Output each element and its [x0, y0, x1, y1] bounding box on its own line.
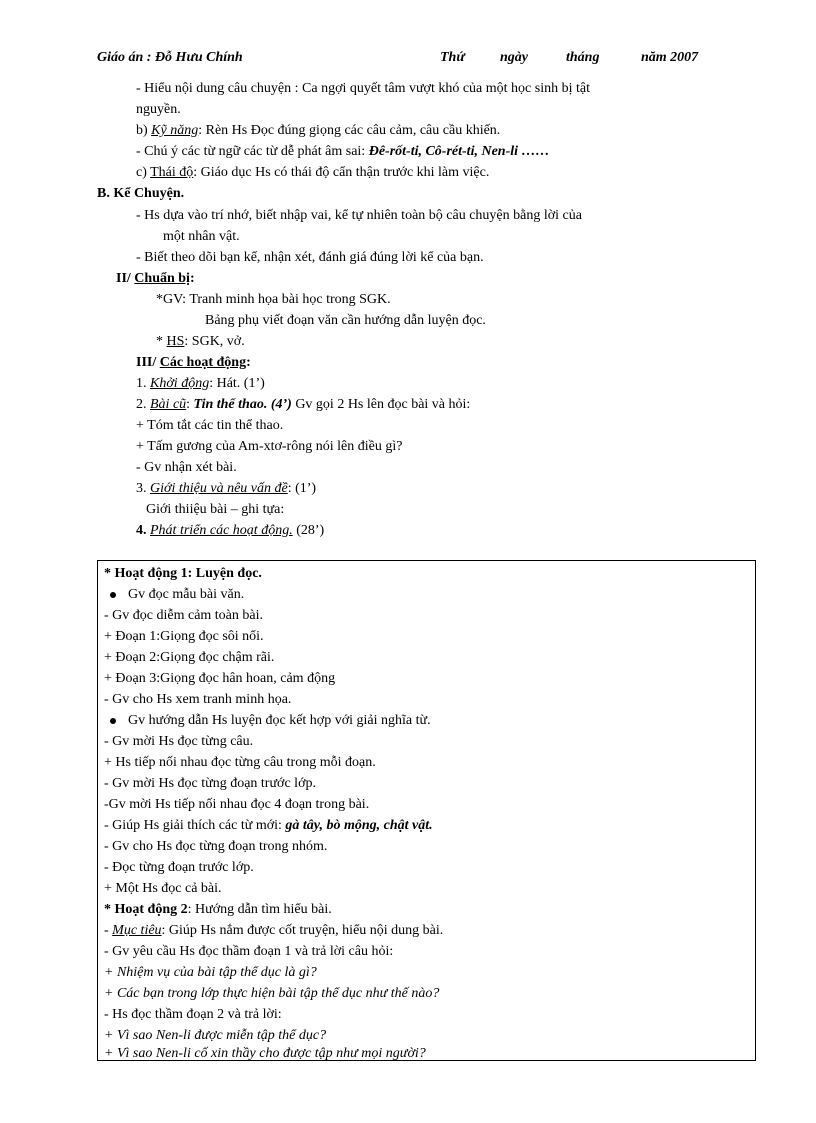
- review-question-2: + Tấm gương của Am-xtơ-rông nói lên điều gì?: [136, 439, 403, 454]
- attitude-label: Thái độ: [150, 165, 194, 180]
- storytelling-goal-cont: một nhân vật.: [163, 229, 240, 244]
- student-text: : SGK, vở.: [184, 334, 245, 349]
- bullet-icon: [110, 718, 116, 724]
- box-row-19: + Các bạn trong lớp thực hiện bài tập thể dục như thế nào?: [104, 986, 440, 1001]
- teacher-materials-cont: Bảng phụ viết đoạn văn cần hướng dẫn luyện đọc.: [205, 313, 486, 328]
- review-label: Bài cũ: [150, 397, 187, 412]
- attitude-line: [136, 164, 489, 182]
- bullet-icon: [110, 592, 116, 598]
- objective-content-cont: nguyền.: [136, 102, 181, 117]
- student-star: *: [156, 334, 167, 349]
- new-words: gà tây, bò mộng, chật vật.: [285, 818, 433, 833]
- box-row-12-text: - Giúp Hs giải thích các từ mới:: [104, 818, 286, 833]
- box-row-8: - Gv mời Hs đọc từng câu.: [104, 734, 254, 749]
- pronunciation-words: Đê-rốt-ti, Cô-rét-ti, Nen-li ……: [368, 144, 550, 159]
- activities-box: [97, 560, 756, 1061]
- box-row-6: - Gv cho Hs xem tranh minh họa.: [104, 692, 292, 707]
- goal-text: : Giúp Hs nắm được cốt truyện, hiểu nội dung bài.: [161, 923, 444, 938]
- storytelling-goal: - Hs dựa vào trí nhớ, biết nhập vai, kể tự nhiên toàn bộ câu chuyện bằng lời của: [136, 208, 582, 223]
- box-row-5: + Đoạn 3:Giọng đọc hân hoan, cảm động: [104, 671, 336, 686]
- box-row-20: - Hs đọc thầm đoạn 2 và trả lời:: [104, 1007, 282, 1022]
- header-thang: tháng: [566, 50, 600, 65]
- header-nam: năm 2007: [641, 50, 699, 65]
- skill-text: : Rèn Hs Đọc đúng giọng các câu cảm, câu cầu khiến.: [198, 123, 501, 138]
- warmup-text: : Hát. (1’): [209, 376, 265, 391]
- student-materials: [156, 333, 245, 351]
- box-row-16: [104, 922, 443, 940]
- review-feedback: - Gv nhận xét bài.: [136, 460, 237, 475]
- pronunciation-line: [136, 143, 550, 161]
- section-b-title: B. Kể Chuyện.: [97, 186, 185, 201]
- box-row-4: + Đoạn 2:Giọng đọc chậm rãi.: [104, 650, 275, 665]
- activity-warmup: [136, 375, 265, 393]
- section-2-num: II/: [116, 271, 135, 286]
- intro-num: 3.: [136, 481, 150, 496]
- develop-label: Phát triển các hoạt động.: [150, 523, 293, 538]
- activity-1-title: * Hoạt động 1: Luyện đọc.: [104, 566, 262, 581]
- listening-goal: - Biết theo dõi bạn kể, nhận xét, đánh giá đúng lời kể của bạn.: [136, 250, 484, 265]
- attitude-prefix: c): [136, 165, 151, 180]
- review-num: 2.: [136, 397, 150, 412]
- section-3-num: III/: [136, 355, 160, 370]
- intro-text: : (1’): [287, 481, 317, 496]
- section-2-title: [116, 270, 195, 288]
- section-2-label: Chuẩn bị: [134, 271, 190, 286]
- warmup-num: 1.: [136, 376, 150, 391]
- activity-2-title: [104, 901, 332, 919]
- box-row-21: + Vì sao Nen-li được miễn tập thể dục?: [104, 1028, 327, 1043]
- objective-content: - Hiểu nội dung câu chuyện : Ca ngợi quyết tâm vượt khó của một học sinh bị tật: [136, 81, 590, 96]
- box-row-14: - Đọc từng đoạn trước lớp.: [104, 860, 254, 875]
- pronunciation-text: - Chú ý các từ ngữ các từ dễ phát âm sai:: [136, 144, 369, 159]
- box-row-2: - Gv đọc diễm cảm toàn bài.: [104, 608, 264, 623]
- box-row-22: + Vì sao Nen-li cố xin thầy cho được tập như mọi người?: [104, 1046, 426, 1061]
- activity-review: [136, 396, 470, 414]
- warmup-label: Khởi động: [150, 376, 210, 391]
- student-label: HS: [166, 334, 185, 349]
- header-thu: Thứ: [440, 50, 465, 65]
- review-title: Tin thể thao. (4’): [193, 397, 292, 412]
- teacher-materials: *GV: Tranh minh họa bài học trong SGK.: [156, 292, 391, 307]
- develop-text: (28’): [292, 523, 325, 538]
- box-row-3: + Đoạn 1:Giọng đọc sôi nổi.: [104, 629, 264, 644]
- header-ngay: ngày: [500, 50, 528, 65]
- activity-2-text: : Hướng dẫn tìm hiểu bài.: [187, 902, 332, 917]
- review-colon: :: [186, 397, 194, 412]
- header-author: Giáo án : Đỗ Hưu Chính: [97, 50, 243, 65]
- box-row-15: + Một Hs đọc cả bài.: [104, 881, 222, 896]
- activity-intro: [136, 480, 316, 498]
- review-question-1: + Tóm tắt các tin thể thao.: [136, 418, 284, 433]
- review-text: Gv gọi 2 Hs lên đọc bài và hỏi:: [291, 397, 471, 412]
- box-row-13: - Gv cho Hs đọc từng đoạn trong nhóm.: [104, 839, 328, 854]
- section-3-colon: :: [246, 355, 251, 370]
- box-row-9: + Hs tiếp nối nhau đọc từng câu trong mỗi đoạn.: [104, 755, 376, 770]
- box-row-1-text: Gv đọc mẫu bài văn.: [128, 587, 245, 602]
- goal-dash: -: [104, 923, 113, 938]
- box-row-12: [104, 817, 433, 835]
- section-2-colon: :: [189, 271, 195, 286]
- box-row-18: + Nhiệm vụ của bài tập thể dục là gì?: [104, 965, 317, 980]
- intro-title-note: Giới thiiệu bài – ghi tựa:: [146, 502, 285, 517]
- skill-label: Kỹ năng: [151, 123, 199, 138]
- box-row-1: [110, 586, 244, 604]
- activity-2-label: Hoạt động 2: [114, 902, 188, 917]
- goal-label: Mục tiêu: [112, 923, 162, 938]
- develop-num: 4.: [136, 523, 150, 538]
- box-row-7-text: Gv hướng dẫn Hs luyện đọc kết hợp với giải nghĩa từ.: [128, 713, 431, 728]
- activity-2-star: *: [104, 902, 115, 917]
- intro-label: Giới thiệu và nêu vấn đề: [150, 481, 288, 496]
- attitude-text: : Giáo dục Hs có thái độ cẩn thận trước khi làm việc.: [193, 165, 490, 180]
- activity-develop: [136, 522, 324, 540]
- box-row-10: - Gv mời Hs đọc từng đoạn trước lớp.: [104, 776, 316, 791]
- box-row-11: -Gv mời Hs tiếp nối nhau đọc 4 đoạn trong bài.: [104, 797, 370, 812]
- skill-prefix: b): [136, 123, 152, 138]
- box-row-17: - Gv yêu cầu Hs đọc thầm đoạn 1 và trả lời câu hỏi:: [104, 944, 394, 959]
- box-row-7: [110, 712, 431, 730]
- section-3-label: Các hoạt động: [159, 355, 247, 370]
- section-3-title: [136, 354, 251, 372]
- skill-line: [136, 122, 500, 140]
